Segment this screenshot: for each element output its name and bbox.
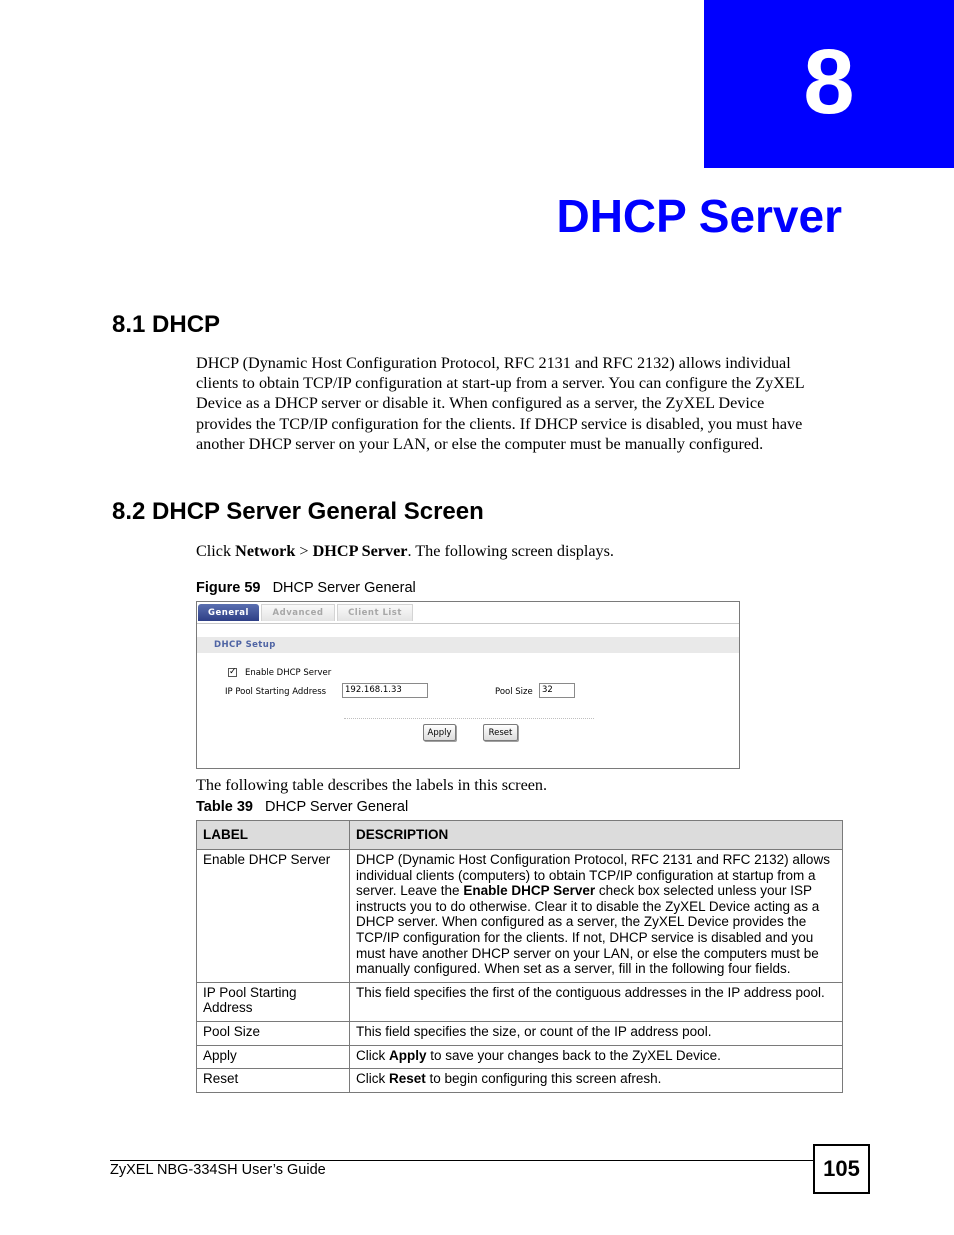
table-label: Table 39: [196, 799, 253, 815]
table-row: [197, 1045, 843, 1069]
page-number: 105: [813, 1144, 870, 1194]
instruction-suffix: . The following screen displays.: [407, 542, 614, 560]
row-description: [350, 1021, 843, 1045]
reset-button[interactable]: Reset: [483, 724, 518, 741]
row-label-text: Reset: [203, 1071, 239, 1087]
desc-text: This field specifies the size, or count of the IP address pool.: [356, 1023, 712, 1039]
tab-client-list[interactable]: Client List: [337, 604, 413, 621]
desc-text: Click: [356, 1047, 389, 1063]
desc-text: DHCP (Dynamic Host Configuration Protocol, RFC 2131 and RFC 2132) allows individual clients (computers) to obtain TCP/IP configuration at startup from a server. Leave the: [356, 852, 830, 899]
paragraph-line: clients to obtain TCP/IP configuration at start-up from a server. You can configure the ZyXEL: [196, 374, 805, 393]
row-label-text: Address: [203, 1000, 253, 1016]
pool-size-label: Pool Size: [495, 687, 533, 697]
row-label-text: Pool Size: [203, 1023, 261, 1039]
enable-dhcp-label: Enable DHCP Server: [245, 668, 332, 678]
desc-bold: Reset: [389, 1071, 426, 1087]
ip-pool-label: IP Pool Starting Address: [225, 687, 327, 697]
desc-text: This field specifies the first of the contiguous addresses in the IP address pool.: [356, 984, 825, 1000]
tab-advanced[interactable]: Advanced: [261, 604, 335, 621]
desc-text: check box selected unless your ISP instructs you to do otherwise. Clear it to disable the ZyXEL Device acting as a DHCP server. When configured as a server, the ZyXEL Device provides the TCP/IP configuration for the clients. If not, DHCP service is disabled and you must have another DHCP server on your LAN, or else the computers must be manually configured. When set as a server, fill in the following four fields.: [356, 883, 820, 977]
dhcp-general-screenshot: [196, 601, 740, 769]
row-label-text: Enable DHCP Server: [203, 852, 331, 867]
row-label: [197, 850, 350, 983]
row-description: [350, 850, 843, 983]
form-divider: [344, 718, 594, 719]
row-label: [197, 1045, 350, 1069]
menu-dhcp-server: DHCP Server: [312, 542, 408, 560]
section-heading-general-screen: 8.2 DHCP Server General Screen: [112, 498, 484, 525]
dhcp-setup-title: DHCP Setup: [197, 637, 739, 653]
table-caption-text: DHCP Server General: [265, 799, 409, 815]
menu-network: Network: [235, 542, 296, 560]
header-label: LABEL: [197, 821, 350, 850]
desc-bold: Enable DHCP Server: [463, 883, 596, 899]
row-description: [350, 1069, 843, 1093]
label-description-table: [196, 820, 843, 1093]
table-row: [197, 1069, 843, 1093]
figure-label: Figure 59: [196, 580, 261, 596]
row-label: [197, 1021, 350, 1045]
apply-button[interactable]: Apply: [423, 724, 456, 741]
row-label: [197, 982, 350, 1021]
figure-caption-text: DHCP Server General: [272, 580, 416, 596]
desc-bold: Apply: [389, 1047, 427, 1063]
desc-text: to save your changes back to the ZyXEL Device.: [426, 1047, 721, 1063]
table-row: [197, 982, 843, 1021]
row-description: [350, 982, 843, 1021]
header-description: DESCRIPTION: [350, 821, 843, 850]
chapter-number: 8: [803, 31, 855, 133]
instruction-prefix: Click: [196, 542, 236, 560]
desc-text: to begin configuring this screen afresh.: [425, 1071, 662, 1087]
table-header-row: [197, 821, 843, 850]
ip-pool-input[interactable]: 192.168.1.33: [342, 683, 428, 698]
table-caption: [196, 799, 408, 815]
footer-rule: [110, 1160, 813, 1161]
chapter-title: DHCP Server: [556, 190, 842, 242]
desc-text: Click: [356, 1071, 389, 1087]
enable-dhcp-checkbox[interactable]: ✓: [229, 667, 237, 677]
tab-bar: [197, 602, 739, 624]
table-row: [197, 850, 843, 983]
paragraph-line: DHCP (Dynamic Host Configuration Protocol, RFC 2131 and RFC 2132) allows individual: [196, 354, 791, 372]
row-description: [350, 1045, 843, 1069]
click-instruction: [196, 541, 844, 561]
paragraph-line: another DHCP server on your LAN, or else the computer must be manually configured.: [196, 434, 764, 453]
paragraph-line: Device as a DHCP server or disable it. When configured as a server, the ZyXEL Device: [196, 394, 765, 413]
tab-general[interactable]: General: [198, 604, 259, 621]
section-heading-dhcp: 8.1 DHCP: [112, 311, 221, 338]
table-row: [197, 1021, 843, 1045]
instruction-separator: >: [295, 542, 313, 560]
table-intro: The following table describes the labels in this screen.: [196, 776, 548, 794]
row-label: [197, 1069, 350, 1093]
footer-guide-title: ZyXEL NBG-334SH User’s Guide: [110, 1162, 326, 1178]
dhcp-paragraph: [196, 353, 844, 454]
chapter-number-box: [704, 0, 954, 168]
figure-caption: [196, 580, 416, 596]
pool-size-input[interactable]: 32: [539, 683, 575, 698]
row-label-text: IP Pool Starting: [203, 984, 297, 1000]
paragraph-line: provides the TCP/IP configuration for the clients. If DHCP service is disabled, you must have: [196, 414, 803, 433]
row-label-text: Apply: [203, 1047, 237, 1063]
